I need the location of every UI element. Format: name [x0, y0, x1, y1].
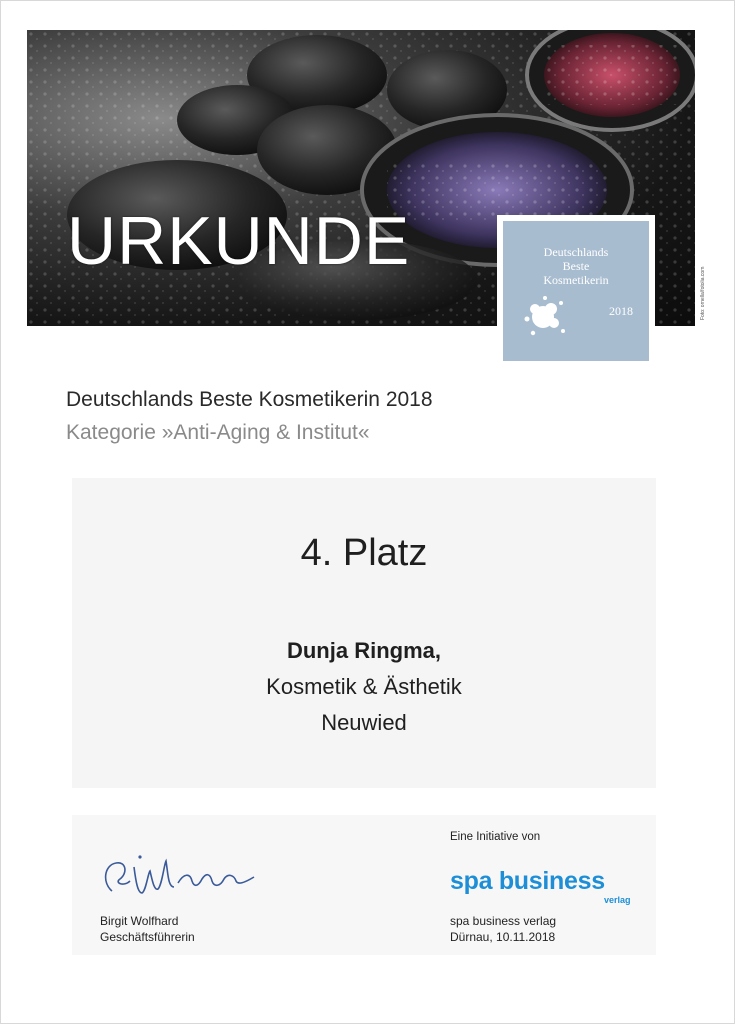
seal-line-2: Beste	[562, 259, 590, 273]
signer-name: Birgit Wolfhard	[100, 914, 179, 928]
place-date: Dürnau, 10.11.2018	[450, 930, 556, 944]
recipient-business: Kosmetik & Ästhetik	[266, 674, 462, 699]
seal-year: 2018	[609, 304, 633, 318]
signer-role: Geschäftsführerin	[100, 930, 195, 944]
seal-line-3: Kosmetikerin	[543, 273, 609, 287]
certificate-title: Deutschlands Beste Kosmetikerin 2018	[66, 388, 433, 411]
publisher-logo: spa business	[450, 867, 605, 895]
award-panel	[72, 478, 656, 788]
splash-icon	[521, 293, 567, 339]
award-seal-panel	[503, 221, 649, 361]
seal-line-1: Deutschlands	[543, 245, 609, 259]
initiative-label: Eine Initiative von	[450, 831, 541, 843]
photo-credit: Foto: ornella/fotolia.com	[700, 266, 706, 320]
award-seal	[497, 215, 655, 367]
placement: 4. Platz	[300, 532, 428, 574]
hero-title: URKUNDE	[67, 203, 411, 279]
certificate-category: Kategorie »Anti-Aging & Institut«	[66, 421, 370, 444]
publisher-logo-sub: verlag	[604, 895, 631, 905]
publisher-name: spa business verlag	[450, 914, 557, 928]
certificate-footer	[72, 815, 656, 955]
recipient-name: Dunja Ringma,	[286, 638, 441, 663]
signature-image	[94, 843, 274, 913]
recipient-city: Neuwied	[321, 710, 407, 735]
